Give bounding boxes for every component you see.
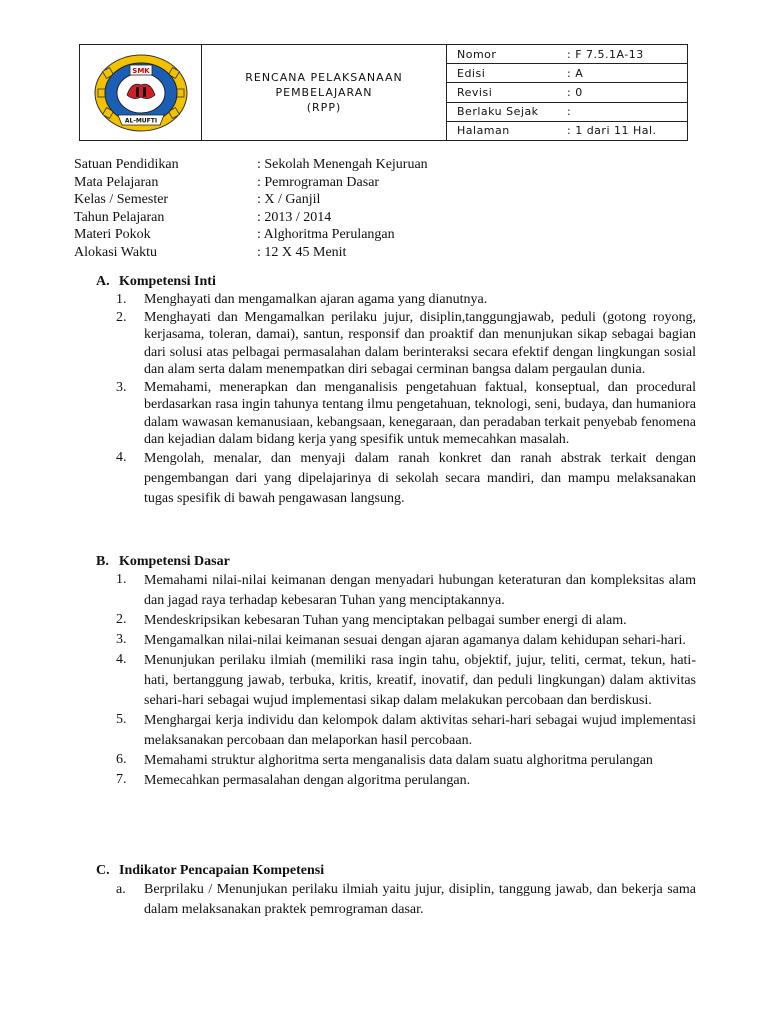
meta-row-revisi — [447, 83, 687, 102]
school-logo-icon — [92, 51, 190, 135]
list-number: 4. — [116, 449, 127, 465]
meta-value: : 0 — [567, 86, 583, 99]
identity-value: : Alghoritma Perulangan — [257, 227, 395, 243]
list-item — [96, 611, 696, 631]
meta-row-berlaku-sejak — [447, 103, 687, 122]
meta-label: Revisi — [457, 86, 493, 99]
meta-value: : A — [567, 66, 584, 80]
identity-label: Mata Pelajaran — [74, 174, 159, 190]
identity-label: Tahun Pelajaran — [74, 209, 165, 225]
identity-row — [74, 174, 428, 192]
list-number: 5. — [116, 712, 127, 727]
section-heading — [96, 273, 696, 291]
section-indikator — [96, 862, 696, 920]
list-text: Memahami, menerapkan dan menganalisis pengetahuan faktual, konseptual, dan procedural berdasarkan rasa ingin tahunya tentang ilmu pengetahuan, teknologi, seni, budaya, dan humaniora dalam wawasan kemanusiaan, kebangsaan, kenegaraan, dan peradaban terkait penyebab fenomena dan kejadian dalam bidang kerja yang spesifik untuk memecahkan masalah. — [144, 379, 696, 447]
identity-row — [74, 156, 428, 174]
list-number: 1. — [116, 292, 127, 307]
section-title: Kompetensi Inti — [119, 274, 216, 289]
meta-label: Berlaku Sejak — [457, 105, 539, 119]
list-number: 3. — [116, 632, 127, 647]
logo-top-text: SMK — [131, 66, 150, 75]
list-item — [96, 379, 696, 449]
document-header — [79, 44, 688, 141]
identity-block — [74, 156, 428, 262]
section-heading — [96, 553, 696, 571]
identity-label: Satuan Pendidikan — [74, 157, 179, 172]
identity-row — [74, 244, 428, 262]
list-item — [96, 449, 696, 509]
title-line-2: PEMBELAJARAN — [275, 86, 373, 99]
title-line-3: (RPP) — [306, 101, 342, 114]
document-title — [202, 45, 447, 140]
list-text: Memecahkan permasalahan dengan algoritma perulangan. — [144, 773, 471, 788]
list-number: 4. — [116, 652, 127, 667]
list-number: 2. — [116, 612, 127, 627]
list-text: Mengolah, menalar, dan menyaji dalam ranah konkret dan ranah abstrak terkait dengan pengembangan dari yang dipelajarinya di sekolah secara mandiri, dan mampu melaksanakan tugas spesifik di bawah pengawasan langsung. — [144, 450, 696, 506]
meta-value: : F 7.5.1A-13 — [567, 47, 644, 61]
identity-value: : 12 X 45 Menit — [257, 244, 347, 260]
document-meta-table — [447, 45, 687, 140]
identity-row — [74, 191, 428, 209]
list-item — [96, 571, 696, 611]
list-number: 7. — [116, 772, 127, 787]
list-text: Menunjukan perilaku ilmiah (memiliki rasa ingin tahu, objektif, jujur, teliti, cermat, tekun, hati-hati, bertanggung jawab, terbuka, kritis, kreatif, inovatif, dan peduli lingkungan) dalam aktivitas sehari-hari sebagai wujud implementasi sikap dalam melakukan percobaan dan berdiskusi. — [144, 653, 696, 708]
section-letter: B. — [96, 554, 109, 569]
list-text: Mengamalkan nilai-nilai keimanan sesuai dengan ajaran agamanya dalam kehidupan sehari-hari. — [144, 633, 686, 648]
list-number: 1. — [116, 572, 127, 587]
section-kompetensi-inti — [96, 273, 696, 509]
list-number: 6. — [116, 752, 127, 767]
section-list — [96, 571, 696, 791]
meta-label: Nomor — [457, 47, 497, 61]
identity-label: Materi Pokok — [74, 227, 151, 243]
list-item — [96, 631, 696, 651]
identity-value: : Pemrograman Dasar — [257, 174, 380, 190]
list-item — [96, 880, 696, 920]
identity-label: Kelas / Semester — [74, 192, 169, 208]
list-item — [96, 309, 696, 379]
identity-label: Alokasi Waktu — [74, 244, 157, 260]
section-kompetensi-dasar — [96, 553, 696, 791]
identity-row — [74, 226, 428, 244]
list-text: Mendeskripsikan kebesaran Tuhan yang menciptakan pelbagai sumber energi di alam. — [144, 613, 627, 628]
list-number: 2. — [116, 309, 127, 325]
section-letter: C. — [96, 863, 110, 878]
list-item — [96, 291, 696, 309]
list-item — [96, 751, 696, 771]
section-list — [96, 880, 696, 920]
list-text: Menghayati dan mengamalkan ajaran agama yang dianutnya. — [144, 292, 488, 307]
list-item — [96, 651, 696, 711]
meta-row-nomor — [447, 45, 687, 64]
list-text: Menghayati dan Mengamalkan perilaku jujur, disiplin,tanggungjawab, peduli (gotong royong, kerjasama, toleran, damai), santun, responsif dan proaktif dan menunjukan sikap sebagai bagian dari solusi atas pelbagai permasalahan dalam berinteraksi secara efektif dengan lingkungan sosial dan alam serta dalam menempatkan diri sebagai cerminan bangsa dalam pergaulan dunia. — [144, 309, 696, 377]
section-list — [96, 291, 696, 509]
list-item — [96, 711, 696, 751]
meta-label: Halaman — [457, 124, 510, 138]
meta-value: : — [567, 105, 572, 119]
identity-row — [74, 209, 428, 227]
list-number: 3. — [116, 379, 127, 395]
identity-value: : X / Ganjil — [257, 192, 321, 208]
section-title: Kompetensi Dasar — [119, 554, 230, 569]
list-text: Berprilaku / Menunjukan perilaku ilmiah yaitu jujur, disiplin, tanggung jawab, dan bekerja sama dalam melaksanakan praktek pemrograman dasar. — [144, 882, 696, 917]
meta-row-edisi — [447, 64, 687, 83]
list-text: Memahami struktur alghoritma serta menganalisis data dalam suatu alghoritma perulangan — [144, 753, 653, 768]
section-heading — [96, 862, 696, 880]
identity-value: : Sekolah Menengah Kejuruan — [257, 157, 428, 172]
meta-label: Edisi — [457, 66, 486, 80]
list-number: a. — [116, 882, 126, 897]
list-text: Menghargai kerja individu dan kelompok dalam aktivitas sehari-hari sebagai wujud implementasi melaksanakan percobaan dan melaporkan hasil percobaan. — [144, 713, 696, 748]
list-text: Memahami nilai-nilai keimanan dengan menyadari hubungan keteraturan dan kompleksitas alam dan jagad raya terhadap kebesaran Tuhan yang menciptakannya. — [144, 573, 696, 608]
identity-value: : 2013 / 2014 — [257, 209, 332, 225]
meta-value: : 1 dari 11 Hal. — [567, 124, 657, 138]
logo-bottom-text: AL-MUFTI — [124, 117, 157, 124]
logo-cell — [80, 45, 202, 140]
meta-row-halaman — [447, 122, 687, 140]
section-letter: A. — [96, 274, 110, 289]
list-item — [96, 771, 696, 791]
section-title: Indikator Pencapaian Kompetensi — [119, 863, 325, 878]
title-line-1: RENCANA PELAKSANAAN — [245, 71, 403, 84]
